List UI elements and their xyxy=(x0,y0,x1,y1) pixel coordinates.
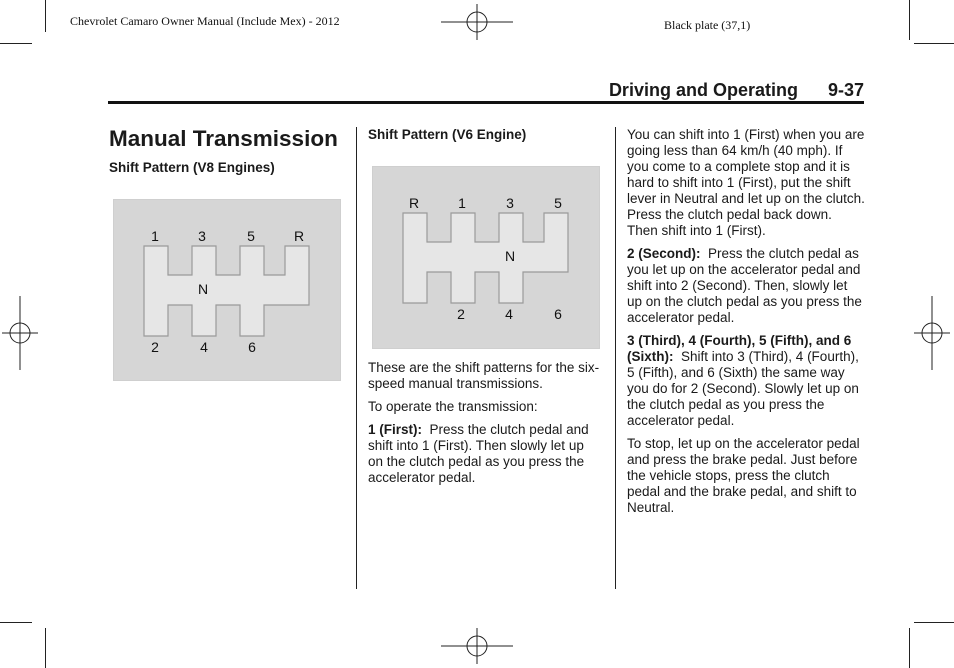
page-number: 9-37 xyxy=(827,80,864,100)
v8-gear-label: 3 xyxy=(198,228,206,244)
registration-mark-bottom xyxy=(437,626,517,666)
paragraph xyxy=(368,422,600,486)
column-3-text xyxy=(627,127,865,523)
v6-gear-label: 6 xyxy=(554,306,562,322)
header-section: Driving and Operating xyxy=(608,80,798,100)
paragraph: To stop, let up on the accelerator pedal and press the brake pedal. Just before the vehicle stops, press the clutch pedal and the brake pedal, and shift to Neutral. xyxy=(627,436,860,515)
running-header xyxy=(530,80,864,101)
v8-gear-label: 5 xyxy=(247,228,255,244)
paragraph xyxy=(627,333,865,429)
registration-mark-left xyxy=(0,294,40,372)
v8-gear-label: 1 xyxy=(151,228,159,244)
step-text: Shift into 3 (Third), 4 (Fourth), 5 (Fifth), and 6 (Sixth) the same way you do for 2 (Second). Slowly let up on the clutch pedal as you press the accelerator pedal. xyxy=(627,349,859,428)
registration-mark-right xyxy=(912,294,952,372)
v6-neutral-label: N xyxy=(504,248,516,264)
crop-mark xyxy=(45,0,46,32)
crop-mark xyxy=(914,43,954,44)
v8-heading: Shift Pattern (V8 Engines) xyxy=(109,160,275,175)
plate-info: Black plate (37,1) xyxy=(664,18,751,32)
crop-mark xyxy=(0,43,32,44)
header-rule xyxy=(108,101,864,104)
step-label: 2 (Second): xyxy=(627,246,701,261)
column-divider xyxy=(356,127,357,589)
column-2-text xyxy=(368,360,600,493)
v6-gear-label: R xyxy=(408,195,420,211)
v8-gear-label: 6 xyxy=(248,339,256,355)
v6-gear-label: 3 xyxy=(506,195,514,211)
crop-mark xyxy=(909,628,910,668)
step-text: Press the clutch pedal and shift into 1 (First). Then slowly let up on the clutch pedal as you press the accelerator pedal. xyxy=(368,422,589,485)
paragraph xyxy=(627,246,865,326)
paragraph: To operate the transmission: xyxy=(368,399,538,414)
v6-gear-label: 2 xyxy=(457,306,465,322)
crop-mark xyxy=(914,622,954,623)
crop-mark xyxy=(45,628,46,668)
v8-neutral-label: N xyxy=(197,281,209,297)
v6-shift-pattern-diagram xyxy=(372,166,600,349)
v6-heading: Shift Pattern (V6 Engine) xyxy=(368,127,527,142)
registration-mark-top xyxy=(437,2,517,42)
v8-gear-label: 4 xyxy=(200,339,208,355)
step-text: Press the clutch pedal as you let up on the accelerator pedal and shift into 2 (Second). Then, slowly let up on the clutch pedal as you press the accelerator pedal. xyxy=(627,246,862,325)
v6-gear-label: 1 xyxy=(458,195,466,211)
crop-mark xyxy=(909,0,910,40)
step-label: 3 (Third), 4 (Fourth), 5 (Fifth), and 6 (Sixth): xyxy=(627,333,852,364)
v6-gear-label: 4 xyxy=(505,306,513,322)
v8-gear-label: R xyxy=(293,228,305,244)
v6-shift-pattern xyxy=(372,166,600,349)
step-label: 1 (First): xyxy=(368,422,422,437)
crop-mark xyxy=(0,622,32,623)
v8-shift-pattern-diagram xyxy=(113,199,341,381)
column-divider xyxy=(615,127,616,589)
page-title: Manual Transmission xyxy=(109,126,338,151)
paragraph: You can shift into 1 (First) when you are going less than 64 km/h (40 mph). If you come to a complete stop and it is hard to shift into 1 (First), put the shift lever in Neutral and let up on the clutch. Press the clutch pedal back down. Then shift into 1 (First). xyxy=(627,127,865,238)
v8-shift-pattern xyxy=(113,199,341,381)
manual-title: Chevrolet Camaro Owner Manual (Include Mex) - 2012 xyxy=(70,14,340,28)
v6-gear-label: 5 xyxy=(554,195,562,211)
v8-gear-label: 2 xyxy=(151,339,159,355)
paragraph: These are the shift patterns for the six-speed manual transmissions. xyxy=(368,360,600,391)
